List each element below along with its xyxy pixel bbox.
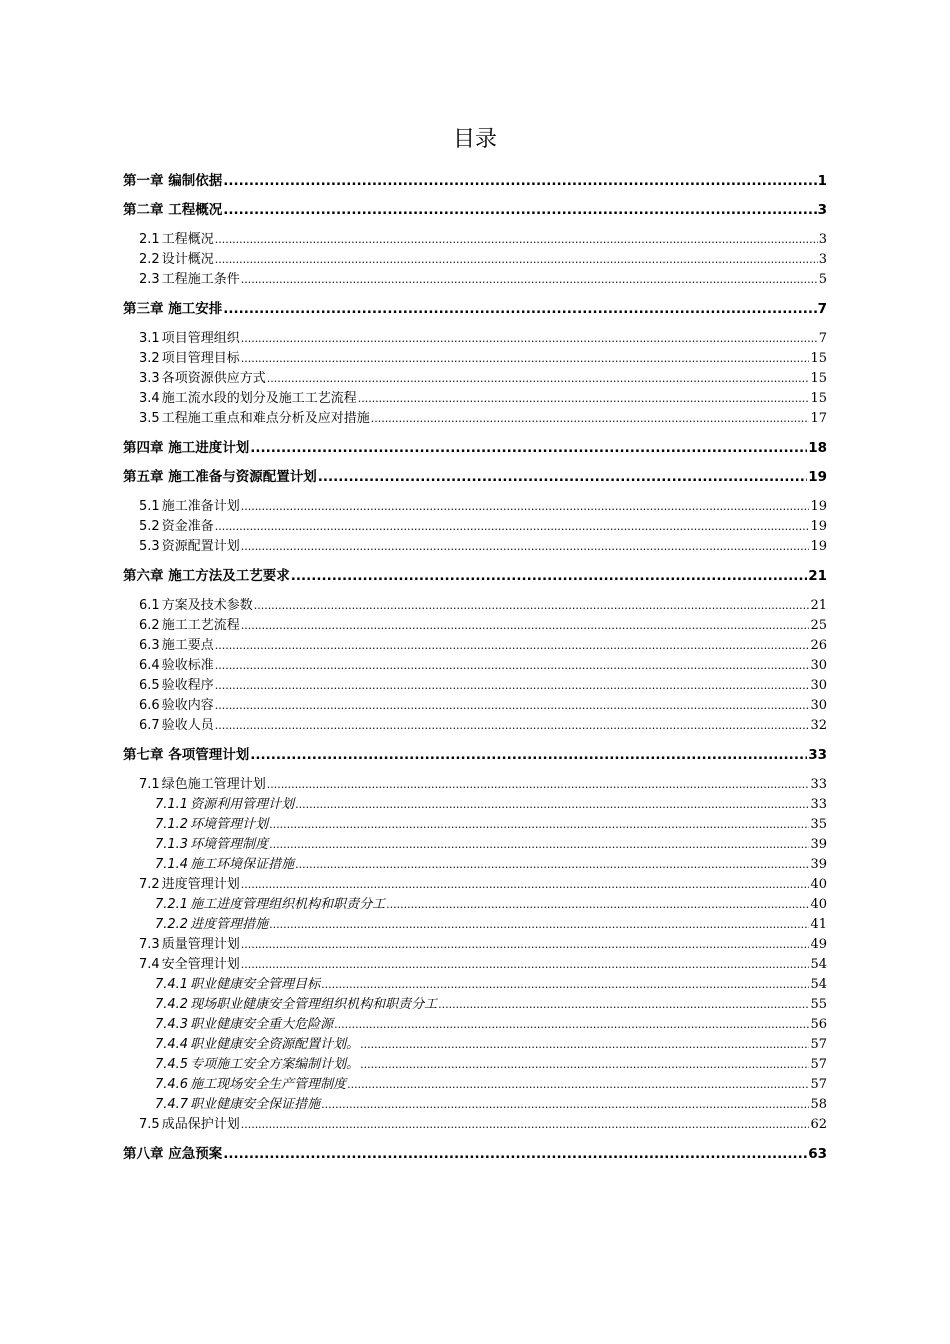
dot-leader (215, 696, 810, 716)
toc-entry-label (139, 250, 214, 270)
toc-entry-label (155, 815, 268, 835)
toc-entry-number: 7.4.7 (155, 1097, 189, 1112)
toc-entry-label (139, 596, 253, 616)
toc-entry-level-2[interactable] (123, 775, 827, 795)
toc-entry-page-number: 18 (808, 440, 827, 456)
dot-leader (318, 467, 808, 487)
toc-entry-page-number: 19 (810, 539, 827, 554)
toc-entry-title: 质量管理计划 (161, 937, 240, 952)
toc-entry-number: 3.5 (139, 411, 160, 426)
dot-leader (371, 409, 810, 429)
dot-leader (321, 975, 809, 995)
toc-entry-number: 3.1 (139, 331, 160, 346)
toc-entry-title: 第六章 施工方法及工艺要求 (123, 568, 290, 584)
toc-entry-page-number: 1 (817, 173, 827, 189)
toc-entry-label (139, 389, 357, 409)
toc-entry-level-2[interactable] (123, 596, 827, 616)
toc-entry-page-number: 33 (808, 747, 827, 763)
dot-leader (334, 1015, 809, 1035)
toc-entry-level-2[interactable] (123, 230, 827, 250)
table-of-contents (123, 168, 827, 1164)
toc-entry-label (155, 975, 320, 995)
toc-entry-label (139, 716, 214, 736)
toc-entry-level-1[interactable] (123, 438, 827, 458)
toc-entry-label (139, 775, 266, 795)
toc-entry-page-number: 55 (810, 997, 827, 1012)
toc-entry-title: 进度管理计划 (161, 877, 240, 892)
toc-entry-level-3[interactable] (123, 915, 827, 935)
toc-entry-label (139, 349, 240, 369)
toc-entry-title: 施工现场安全生产管理制度 (190, 1077, 347, 1092)
toc-entry-title: 环境管理制度 (190, 837, 269, 852)
toc-entry-level-2[interactable] (123, 716, 827, 736)
page-title: 目录 (452, 127, 497, 152)
toc-entry-number: 6.1 (139, 598, 160, 613)
toc-entry-number: 7.4.2 (155, 997, 189, 1012)
toc-entry-title: 验收人员 (161, 718, 214, 733)
dot-leader (241, 329, 818, 349)
toc-entry-number: 7.4.3 (155, 1017, 189, 1032)
toc-entry-page-number: 58 (810, 1097, 827, 1112)
toc-entry-level-3[interactable] (123, 1055, 827, 1075)
toc-entry-label (155, 855, 294, 875)
toc-entry-label (139, 270, 240, 290)
dot-leader (267, 775, 810, 795)
toc-entry-page-number: 39 (810, 837, 827, 852)
toc-entry-level-3[interactable] (123, 895, 827, 915)
toc-entry-page-number: 62 (810, 1117, 827, 1132)
toc-entry-number: 5.2 (139, 519, 160, 534)
toc-entry-level-3[interactable] (123, 835, 827, 855)
dot-leader (295, 795, 809, 815)
toc-entry-page-number: 21 (808, 568, 827, 584)
toc-entry-number: 6.7 (139, 718, 160, 733)
toc-entry-page-number: 5 (818, 272, 827, 287)
dot-leader (215, 517, 810, 537)
dot-leader (215, 230, 818, 250)
toc-entry-level-2[interactable] (123, 875, 827, 895)
toc-entry-page-number: 15 (810, 351, 827, 366)
toc-entry-number: 6.4 (139, 658, 160, 673)
toc-entry-number: 7.2.1 (155, 897, 189, 912)
toc-entry-page-number: 7 (818, 331, 827, 346)
toc-entry-label (155, 915, 268, 935)
dot-leader (215, 716, 810, 736)
toc-entry-title: 专项施工安全方案编制计划。 (190, 1057, 360, 1072)
toc-entry-level-2[interactable] (123, 636, 827, 656)
toc-entry-title: 职业健康安全资源配置计划。 (190, 1037, 360, 1052)
toc-entry-number: 7.4.6 (155, 1077, 189, 1092)
toc-entry-number: 5.3 (139, 539, 160, 554)
toc-entry-title: 职业健康安全管理目标 (190, 977, 321, 992)
toc-entry-page-number: 57 (810, 1057, 827, 1072)
toc-entry-label (123, 200, 222, 220)
toc-entry-title: 项目管理组织 (161, 331, 240, 346)
toc-entry-page-number: 57 (810, 1077, 827, 1092)
toc-entry-level-1[interactable] (123, 299, 827, 319)
toc-entry-level-3[interactable] (123, 1075, 827, 1095)
toc-entry-level-3[interactable] (123, 1035, 827, 1055)
toc-entry-title: 资源利用管理计划 (190, 797, 295, 812)
toc-entry-page-number: 30 (810, 698, 827, 713)
toc-entry-level-2[interactable] (123, 250, 827, 270)
toc-entry-number: 7.4.1 (155, 977, 189, 992)
dot-leader (241, 935, 810, 955)
dot-leader (295, 855, 809, 875)
toc-entry-number: 6.5 (139, 678, 160, 693)
toc-entry-page-number: 41 (810, 917, 827, 932)
toc-entry-page-number: 54 (810, 957, 827, 972)
dot-leader (215, 656, 810, 676)
toc-entry-label (139, 955, 240, 975)
dot-leader (267, 369, 810, 389)
dot-leader (386, 895, 809, 915)
toc-entry-label (123, 467, 317, 487)
toc-entry-title: 施工环境保证措施 (190, 857, 295, 872)
toc-entry-title: 第三章 施工安排 (123, 301, 223, 317)
toc-entry-title: 施工流水段的划分及施工工艺流程 (161, 391, 357, 406)
toc-entry-level-3[interactable] (123, 995, 827, 1015)
toc-entry-number: 6.3 (139, 638, 160, 653)
toc-entry-level-2[interactable] (123, 497, 827, 517)
toc-entry-label (155, 1075, 346, 1095)
toc-entry-number: 7.1.2 (155, 817, 189, 832)
toc-entry-page-number: 19 (810, 499, 827, 514)
toc-entry-title: 项目管理目标 (161, 351, 240, 366)
toc-entry-title: 绿色施工管理计划 (161, 777, 266, 792)
toc-entry-title: 第八章 应急预案 (123, 1146, 223, 1162)
toc-entry-title: 资源配置计划 (161, 539, 240, 554)
toc-entry-title: 职业健康安全保证措施 (190, 1097, 321, 1112)
toc-entry-level-1[interactable] (123, 467, 827, 487)
toc-entry-title: 施工准备计划 (161, 499, 240, 514)
toc-entry-title: 各项资源供应方式 (161, 371, 266, 386)
toc-entry-title: 第一章 编制依据 (123, 173, 223, 189)
toc-entry-title: 第四章 施工进度计划 (123, 440, 250, 456)
toc-entry-title: 职业健康安全重大危险源 (190, 1017, 334, 1032)
toc-entry-page-number: 3 (818, 252, 827, 267)
toc-entry-title: 工程施工条件 (161, 272, 240, 287)
dot-leader (321, 1095, 809, 1115)
toc-entry-level-2[interactable] (123, 349, 827, 369)
dot-leader (347, 1075, 809, 1095)
toc-entry-label (139, 230, 214, 250)
toc-entry-page-number: 21 (810, 598, 827, 613)
toc-entry-page-number: 3 (817, 202, 827, 218)
toc-entry-number: 3.4 (139, 391, 160, 406)
dot-leader (358, 389, 810, 409)
toc-entry-title: 环境管理计划 (190, 817, 269, 832)
toc-entry-level-1[interactable] (123, 745, 827, 765)
toc-entry-level-3[interactable] (123, 815, 827, 835)
toc-entry-label (155, 1055, 359, 1075)
toc-entry-level-2[interactable] (123, 616, 827, 636)
dot-leader (215, 250, 818, 270)
toc-entry-page-number: 33 (810, 797, 827, 812)
toc-entry-title: 第二章 工程概况 (123, 202, 223, 218)
toc-entry-label (139, 616, 240, 636)
toc-entry-page-number: 33 (810, 777, 827, 792)
toc-entry-label (139, 517, 214, 537)
toc-entry-level-3[interactable] (123, 795, 827, 815)
dot-leader (254, 596, 810, 616)
toc-entry-label (155, 1035, 359, 1055)
toc-entry-page-number: 39 (810, 857, 827, 872)
toc-entry-number: 6.2 (139, 618, 160, 633)
toc-entry-page-number: 40 (810, 877, 827, 892)
toc-entry-title: 工程施工重点和难点分析及应对措施 (161, 411, 370, 426)
toc-entry-page-number: 56 (810, 1017, 827, 1032)
toc-entry-title: 施工要点 (161, 638, 214, 653)
toc-entry-title: 成品保护计划 (161, 1117, 240, 1132)
dot-leader (241, 537, 810, 557)
toc-entry-title: 施工工艺流程 (161, 618, 240, 633)
dot-leader (241, 497, 810, 517)
dot-leader (269, 835, 809, 855)
toc-entry-number: 2.2 (139, 252, 160, 267)
toc-entry-number: 7.4 (139, 957, 160, 972)
toc-entry-level-3[interactable] (123, 855, 827, 875)
toc-entry-number: 7.2.2 (155, 917, 189, 932)
dot-leader (241, 270, 818, 290)
dot-leader (215, 676, 810, 696)
toc-entry-page-number: 25 (810, 618, 827, 633)
toc-entry-page-number: 54 (810, 977, 827, 992)
toc-entry-number: 7.1.4 (155, 857, 189, 872)
toc-entry-title: 进度管理措施 (190, 917, 269, 932)
toc-entry-label (155, 835, 268, 855)
dot-leader (223, 200, 816, 220)
toc-entry-number: 7.1.1 (155, 797, 189, 812)
toc-entry-label (123, 566, 290, 586)
dot-leader (241, 955, 810, 975)
toc-entry-level-2[interactable] (123, 369, 827, 389)
dot-leader (250, 745, 807, 765)
dot-leader (223, 299, 816, 319)
toc-entry-number: 7.5 (139, 1117, 160, 1132)
toc-entry-level-2[interactable] (123, 656, 827, 676)
toc-entry-title: 安全管理计划 (161, 957, 240, 972)
toc-entry-label (139, 537, 240, 557)
toc-entry-page-number: 30 (810, 678, 827, 693)
toc-entry-page-number: 32 (810, 718, 827, 733)
toc-entry-number: 7.3 (139, 937, 160, 952)
toc-entry-level-1[interactable] (123, 1144, 827, 1164)
toc-entry-label (123, 171, 222, 191)
toc-entry-label (155, 995, 437, 1015)
toc-entry-page-number: 40 (810, 897, 827, 912)
dot-leader (241, 349, 810, 369)
toc-entry-page-number: 26 (810, 638, 827, 653)
toc-entry-number: 7.4.5 (155, 1057, 189, 1072)
toc-entry-level-2[interactable] (123, 409, 827, 429)
toc-entry-title: 设计概况 (161, 252, 214, 267)
dot-leader (241, 875, 810, 895)
toc-entry-level-2[interactable] (123, 537, 827, 557)
dot-leader (215, 636, 810, 656)
toc-entry-title: 验收内容 (161, 698, 214, 713)
dot-leader (241, 616, 810, 636)
toc-entry-label (139, 676, 214, 696)
toc-entry-level-2[interactable] (123, 1115, 827, 1135)
toc-entry-title: 资金准备 (161, 519, 214, 534)
toc-entry-level-3[interactable] (123, 975, 827, 995)
toc-entry-number: 5.1 (139, 499, 160, 514)
toc-entry-label (139, 636, 214, 656)
toc-entry-page-number: 35 (810, 817, 827, 832)
dot-leader (269, 915, 809, 935)
toc-entry-level-3[interactable] (123, 1015, 827, 1035)
toc-entry-label (155, 895, 385, 915)
dot-leader (250, 438, 807, 458)
toc-entry-number: 7.4.4 (155, 1037, 189, 1052)
toc-entry-level-2[interactable] (123, 935, 827, 955)
toc-entry-level-2[interactable] (123, 696, 827, 716)
toc-entry-title: 现场职业健康安全管理组织机构和职责分工 (190, 997, 438, 1012)
toc-entry-level-2[interactable] (123, 517, 827, 537)
dot-leader (223, 171, 816, 191)
toc-entry-level-2[interactable] (123, 329, 827, 349)
toc-entry-title: 工程概况 (161, 232, 214, 247)
toc-entry-page-number: 17 (810, 411, 827, 426)
toc-entry-level-1[interactable] (123, 566, 827, 586)
toc-entry-number: 7.2 (139, 877, 160, 892)
dot-leader (291, 566, 808, 586)
toc-entry-label (139, 497, 240, 517)
toc-entry-number: 7.1.3 (155, 837, 189, 852)
toc-entry-label (155, 1015, 333, 1035)
toc-entry-label (123, 438, 249, 458)
toc-entry-page-number: 3 (818, 232, 827, 247)
toc-entry-page-number: 30 (810, 658, 827, 673)
toc-entry-page-number: 15 (810, 391, 827, 406)
toc-entry-page-number: 57 (810, 1037, 827, 1052)
toc-entry-level-1[interactable] (123, 171, 827, 191)
dot-leader (241, 1115, 810, 1135)
toc-entry-label (139, 935, 240, 955)
toc-entry-label (139, 329, 240, 349)
toc-entry-label (123, 1144, 222, 1164)
toc-entry-number: 3.2 (139, 351, 160, 366)
toc-entry-number: 7.1 (139, 777, 160, 792)
dot-leader (360, 1055, 809, 1075)
toc-entry-label (139, 696, 214, 716)
toc-entry-level-1[interactable] (123, 200, 827, 220)
toc-entry-title: 第七章 各项管理计划 (123, 747, 250, 763)
toc-entry-label (139, 1115, 240, 1135)
toc-entry-number: 2.3 (139, 272, 160, 287)
dot-leader (269, 815, 809, 835)
toc-entry-title: 方案及技术参数 (161, 598, 253, 613)
toc-entry-number: 2.1 (139, 232, 160, 247)
toc-entry-title: 施工进度管理组织机构和职责分工 (190, 897, 386, 912)
dot-leader (223, 1144, 807, 1164)
toc-entry-label (139, 369, 266, 389)
toc-entry-title: 验收标准 (161, 658, 214, 673)
toc-entry-title: 第五章 施工准备与资源配置计划 (123, 469, 317, 485)
toc-entry-page-number: 19 (810, 519, 827, 534)
dot-leader (438, 995, 809, 1015)
toc-entry-level-2[interactable] (123, 389, 827, 409)
toc-entry-level-2[interactable] (123, 955, 827, 975)
toc-entry-level-2[interactable] (123, 270, 827, 290)
dot-leader (360, 1035, 809, 1055)
toc-entry-label (139, 656, 214, 676)
toc-entry-number: 3.3 (139, 371, 160, 386)
toc-entry-label (155, 1095, 320, 1115)
toc-entry-label (139, 409, 370, 429)
toc-entry-label (155, 795, 294, 815)
toc-entry-page-number: 63 (808, 1146, 827, 1162)
toc-entry-label (123, 299, 222, 319)
toc-entry-page-number: 49 (810, 937, 827, 952)
toc-entry-level-3[interactable] (123, 1095, 827, 1115)
toc-entry-number: 6.6 (139, 698, 160, 713)
toc-entry-label (139, 875, 240, 895)
toc-entry-label (123, 745, 249, 765)
toc-entry-title: 验收程序 (161, 678, 214, 693)
toc-entry-level-2[interactable] (123, 676, 827, 696)
toc-entry-page-number: 7 (817, 301, 827, 317)
toc-entry-page-number: 19 (808, 469, 827, 485)
toc-entry-page-number: 15 (810, 371, 827, 386)
